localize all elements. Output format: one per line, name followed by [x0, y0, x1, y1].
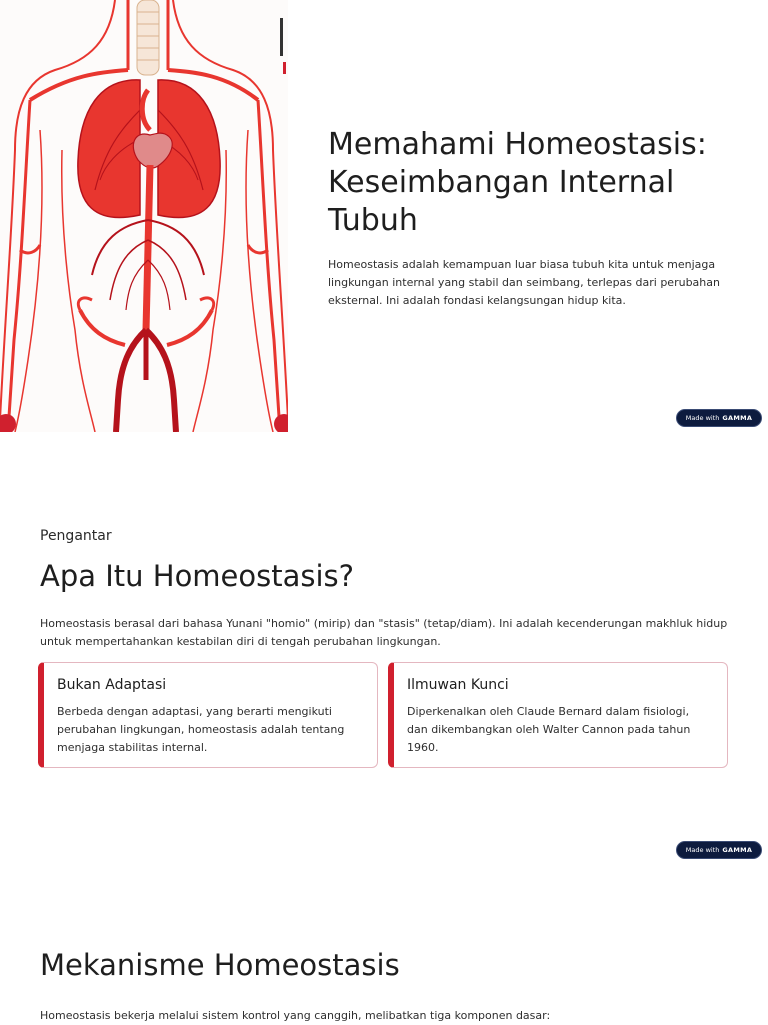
mechanism-slide — [0, 864, 768, 1024]
card-text: Berbeda dengan adaptasi, yang berarti mengikuti perubahan lingkungan, homeostasis adalah tentang menjaga stabilitas internal. — [57, 705, 345, 754]
gamma-logo: GAMMA — [722, 846, 753, 854]
made-with-gamma-badge[interactable] — [676, 409, 762, 427]
badge-prefix: Made with — [685, 414, 720, 422]
section-description: Homeostasis bekerja melalui sistem kontrol yang canggih, melibatkan tiga komponen dasar: — [40, 1009, 551, 1022]
made-with-gamma-badge[interactable] — [676, 841, 762, 859]
hero-description: Homeostasis adalah kemampuan luar biasa tubuh kita untuk menjaga lingkungan internal yang stabil dan seimbang, terlepas dari perubahan eksternal. Ini adalah fondasi kelangsungan hidup kita. — [328, 258, 720, 307]
card-text: Diperkenalkan oleh Claude Bernard dalam fisiologi, dan dikembangkan oleh Walter Cannon pada tahun 1960. — [407, 705, 691, 754]
card-title: Ilmuwan Kunci — [407, 677, 509, 693]
section-title: Apa Itu Homeostasis? — [40, 559, 355, 593]
badge-prefix: Made with — [685, 846, 720, 854]
page-title: Memahami Homeostasis: Keseimbangan Internal Tubuh — [328, 127, 707, 238]
info-card — [388, 662, 728, 768]
info-card — [38, 662, 378, 768]
section-description: Homeostasis berasal dari bahasa Yunani "homio" (mirip) dan "stasis" (tetap/diam). Ini adalah kecenderungan makhluk hidup untuk mempertahankan kestabilan diri di tengah perubahan lingkungan. — [40, 617, 728, 648]
circulatory-system-illustration — [0, 0, 288, 432]
section-eyebrow: Pengantar — [40, 528, 112, 544]
title-slide — [0, 0, 768, 432]
gamma-logo: GAMMA — [722, 414, 753, 422]
section-title: Mekanisme Homeostasis — [40, 948, 400, 982]
intro-slide — [0, 432, 768, 864]
card-title: Bukan Adaptasi — [57, 677, 167, 693]
